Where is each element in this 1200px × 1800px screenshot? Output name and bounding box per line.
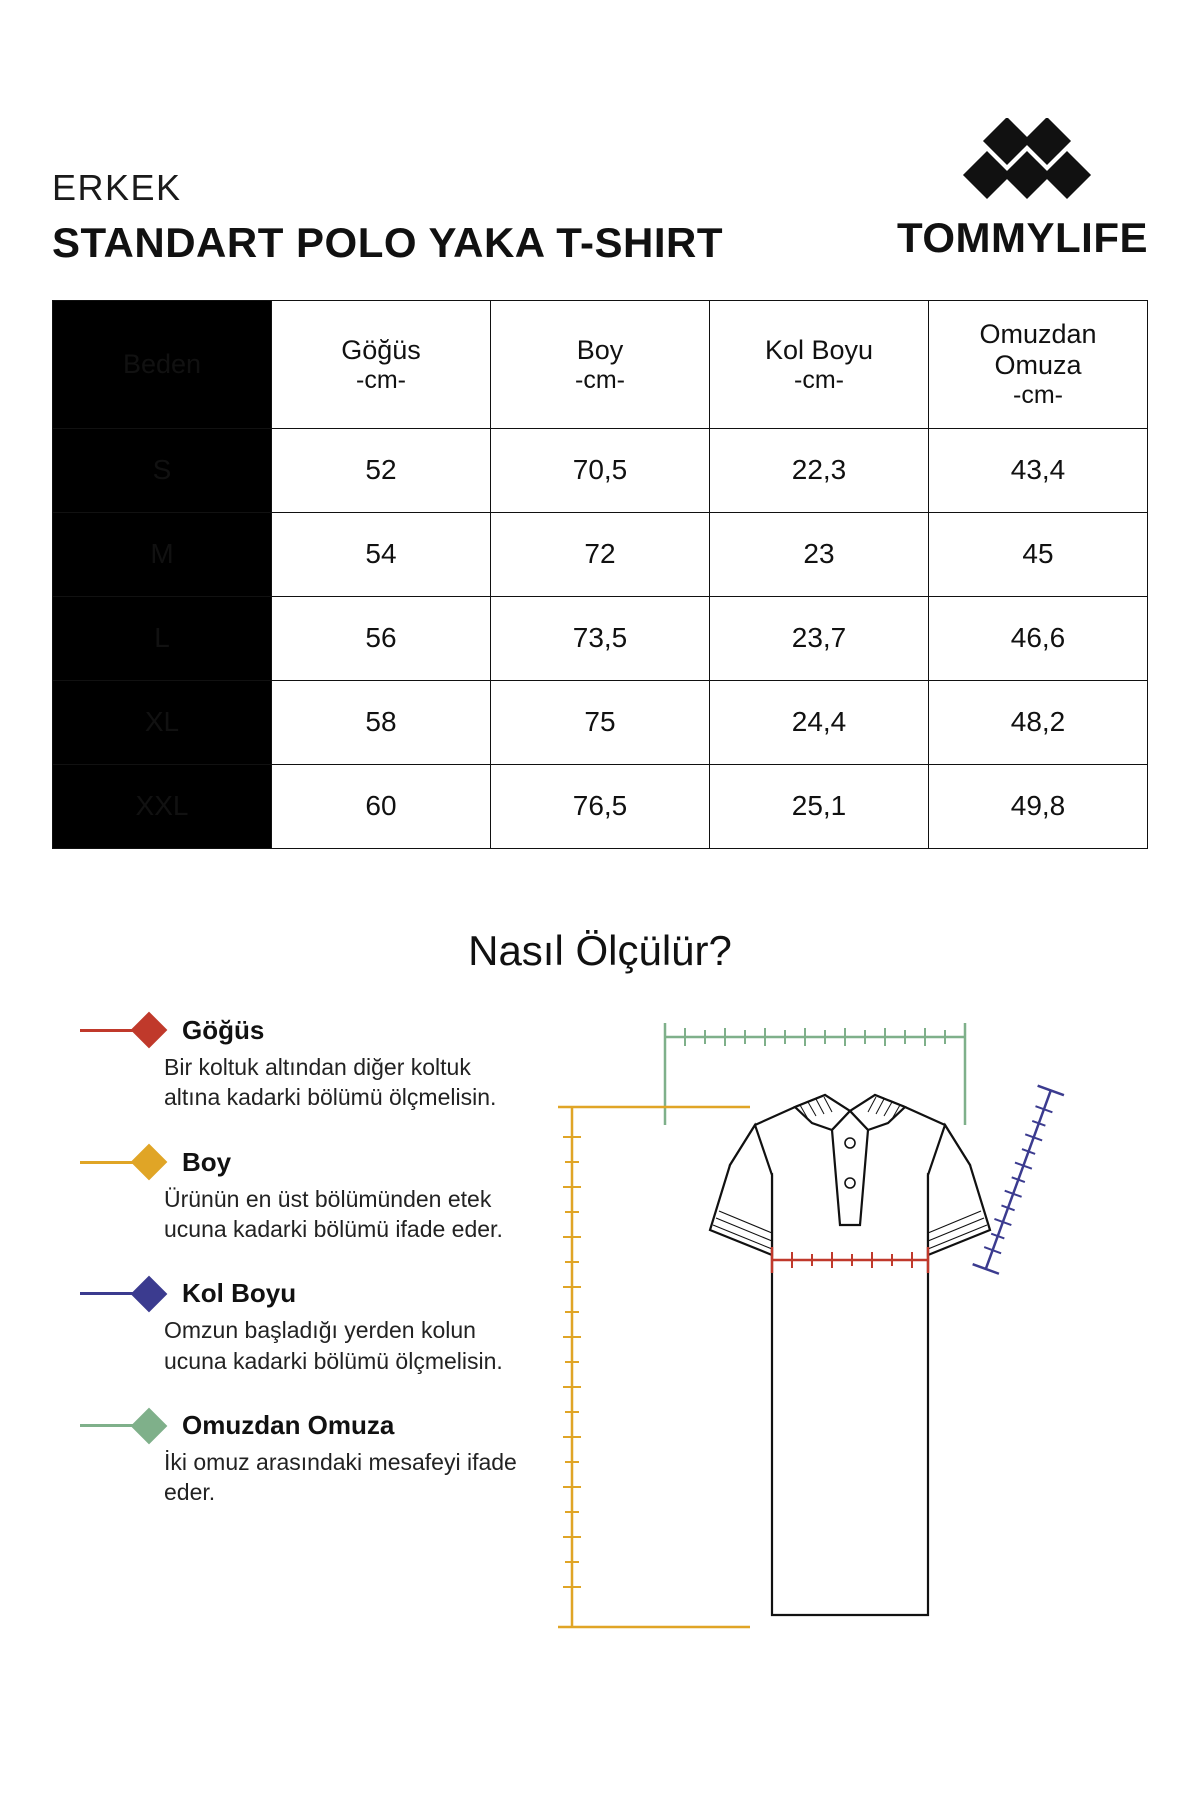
cell-kol: 24,4 <box>710 680 929 764</box>
legend-line-icon <box>80 1029 138 1032</box>
cell-boy: 75 <box>491 680 710 764</box>
cell-omuz: 45 <box>929 512 1148 596</box>
table-row <box>53 428 1148 512</box>
page-header <box>0 0 1200 264</box>
legend-description: Omzun başladığı yerden kolun ucuna kadarki bölümü ölçmelisin. <box>164 1317 503 1374</box>
diamond-marker-icon <box>131 1407 168 1444</box>
legend-item-kol-boyu <box>80 1278 550 1376</box>
legend-description: Ürünün en üst bölümünden etek ucuna kadarki bölümü ifade eder. <box>164 1185 503 1242</box>
legend-item-gogus <box>80 1015 550 1113</box>
cell-size: XXL <box>53 764 272 848</box>
title-block <box>52 167 724 266</box>
howto-section-title: Nasıl Ölçülür? <box>468 926 732 974</box>
cell-boy: 72 <box>491 512 710 596</box>
column-header-omuzdan-omuza: Omuzdan Omuza -cm- <box>929 301 1148 429</box>
size-table <box>52 300 1148 849</box>
cell-size: M <box>53 512 272 596</box>
table-row <box>53 764 1148 848</box>
cell-boy: 70,5 <box>491 428 710 512</box>
howto-section <box>0 1015 1200 1675</box>
table-header-row <box>53 301 1148 429</box>
legend-line-icon <box>80 1161 138 1164</box>
size-table-wrap <box>52 300 1148 849</box>
category-eyebrow: ERKEK <box>52 167 182 208</box>
diamond-marker-icon <box>131 1275 168 1312</box>
legend-description: İki omuz arasındaki mesafeyi ifade eder. <box>164 1449 517 1506</box>
page-title: STANDART POLO YAKA T-SHIRT <box>52 219 724 266</box>
polo-shirt-measurement-diagram <box>550 1015 1152 1675</box>
cell-size: L <box>53 596 272 680</box>
cell-gogus: 60 <box>272 764 491 848</box>
brand-block <box>897 118 1148 264</box>
brand-name: TOMMYLIFE <box>896 214 1148 261</box>
legend-label: Boy <box>182 1146 232 1177</box>
cell-gogus: 52 <box>272 428 491 512</box>
cell-kol: 23,7 <box>710 596 929 680</box>
table-row <box>53 596 1148 680</box>
diamond-marker-icon <box>131 1144 168 1181</box>
cell-kol: 25,1 <box>710 764 929 848</box>
legend-line-icon <box>80 1292 138 1295</box>
diamond-marker-icon <box>131 1012 168 1049</box>
cell-size: XL <box>53 680 272 764</box>
table-row <box>53 512 1148 596</box>
cell-boy: 73,5 <box>491 596 710 680</box>
cell-omuz: 46,6 <box>929 596 1148 680</box>
legend-item-boy <box>80 1147 550 1245</box>
cell-omuz: 48,2 <box>929 680 1148 764</box>
measurement-legend <box>80 1015 550 1675</box>
legend-label: Kol Boyu <box>182 1278 297 1309</box>
table-row <box>53 680 1148 764</box>
legend-item-omuzdan-omuza <box>80 1410 550 1508</box>
cell-gogus: 54 <box>272 512 491 596</box>
sleeve-measure-line <box>973 1085 1064 1273</box>
legend-description: Bir koltuk altından diğer koltuk altına kadarki bölümü ölçmelisin. <box>164 1053 497 1111</box>
cell-gogus: 58 <box>272 680 491 764</box>
cell-boy: 76,5 <box>491 764 710 848</box>
cell-omuz: 49,8 <box>929 764 1148 848</box>
cell-kol: 22,3 <box>710 428 929 512</box>
diamond-cluster-logo <box>922 118 1122 204</box>
cell-gogus: 56 <box>272 596 491 680</box>
column-header-boy: Boy -cm- <box>491 301 710 429</box>
legend-label: Göğüs <box>182 1014 265 1045</box>
length-measure-line <box>558 1107 750 1627</box>
cell-kol: 23 <box>710 512 929 596</box>
legend-label: Omuzdan Omuza <box>182 1410 395 1440</box>
cell-size: S <box>53 428 272 512</box>
column-header-kol-boyu: Kol Boyu -cm- <box>710 301 929 429</box>
column-header-beden: Beden <box>53 301 272 429</box>
column-header-gogus: Göğüs -cm- <box>272 301 491 429</box>
cell-omuz: 43,4 <box>929 428 1148 512</box>
